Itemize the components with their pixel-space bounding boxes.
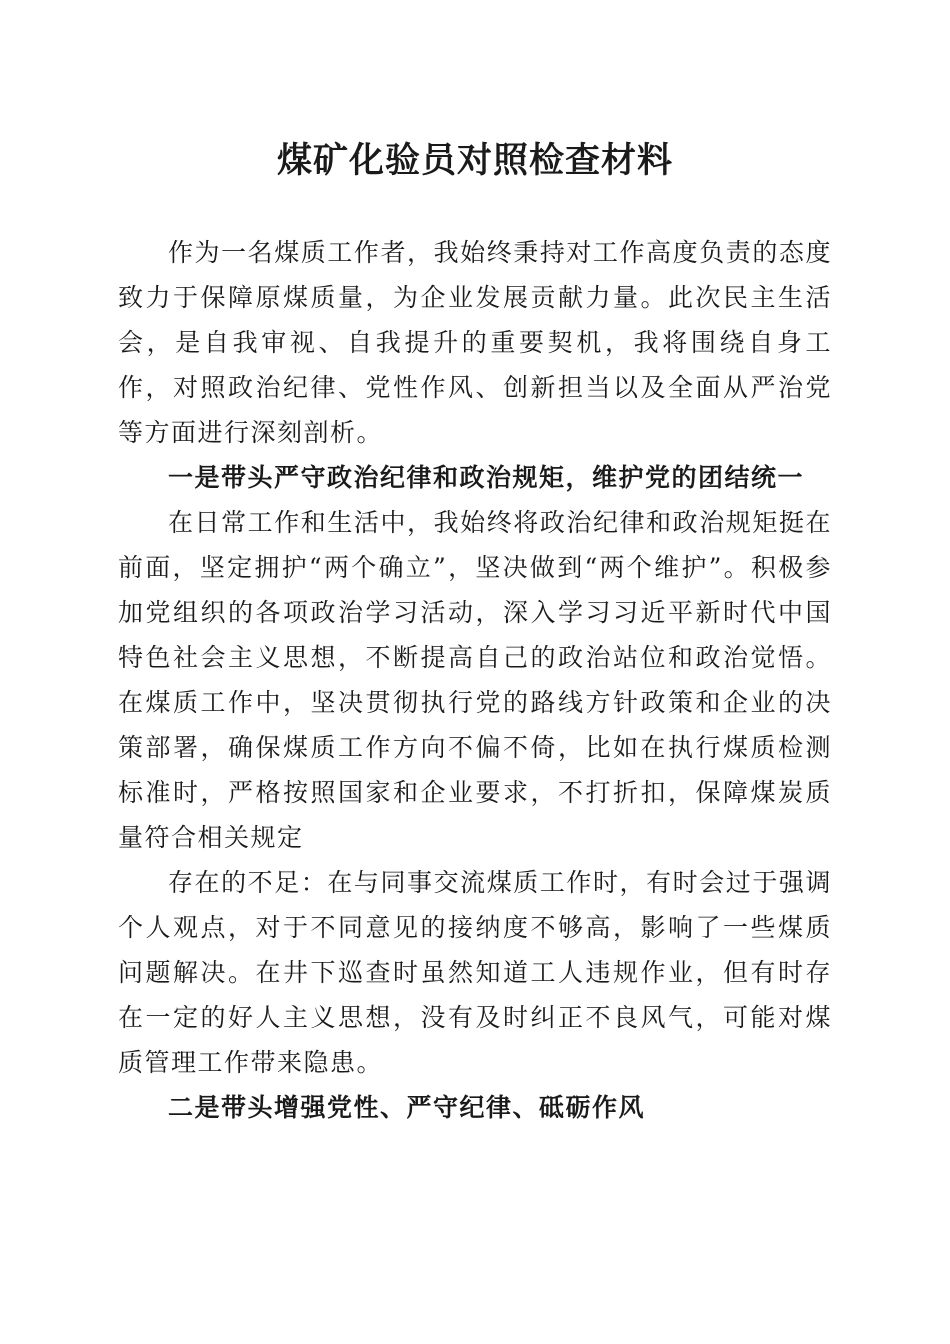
section-1-shortcomings: 存在的不足：在与同事交流煤质工作时，有时会过于强调个人观点，对于不同意见的接纳度不够高，影响了一些煤质问题解决。在井下巡查时虽然知道工人违规作业，但有时存在一定的好人主义思想，没有及时纠正不良风气，可能对煤质管理工作带来隐患。 bbox=[118, 868, 832, 1077]
document-title: 煤矿化验员对照检查材料 bbox=[276, 140, 673, 181]
section-1-paragraph: 在日常工作和生活中，我始终将政治纪律和政治规矩挺在前面，坚定拥护“两个确立”，坚决做到“两个维护”。积极参加党组织的各项政治学习活动，深入学习习近平新时代中国特色社会主义思想，不断提高自己的政治站位和政治觉悟。在煤质工作中，坚决贯彻执行党的路线方针政策和企业的决策部署，确保煤质工作方向不偏不倚，比如在执行煤质检测标准时，严格按照国家和企业要求，不打折扣，保障煤炭质量符合相关规定 bbox=[118, 508, 832, 852]
document-body bbox=[118, 230, 832, 1130]
section-2-heading: 二是带头增强党性、严守纪律、砥砺作风 bbox=[168, 1093, 646, 1122]
intro-paragraph: 作为一名煤质工作者，我始终秉持对工作高度负责的态度致力于保障原煤质量，为企业发展贡献力量。此次民主生活会，是自我审视、自我提升的重要契机，我将围绕自身工作，对照政治纪律、党性作风、创新担当以及全面从严治党等方面进行深刻剖析。 bbox=[118, 238, 832, 447]
section-1-heading: 一是带头严守政治纪律和政治规矩，维护党的团结统一 bbox=[168, 463, 805, 492]
